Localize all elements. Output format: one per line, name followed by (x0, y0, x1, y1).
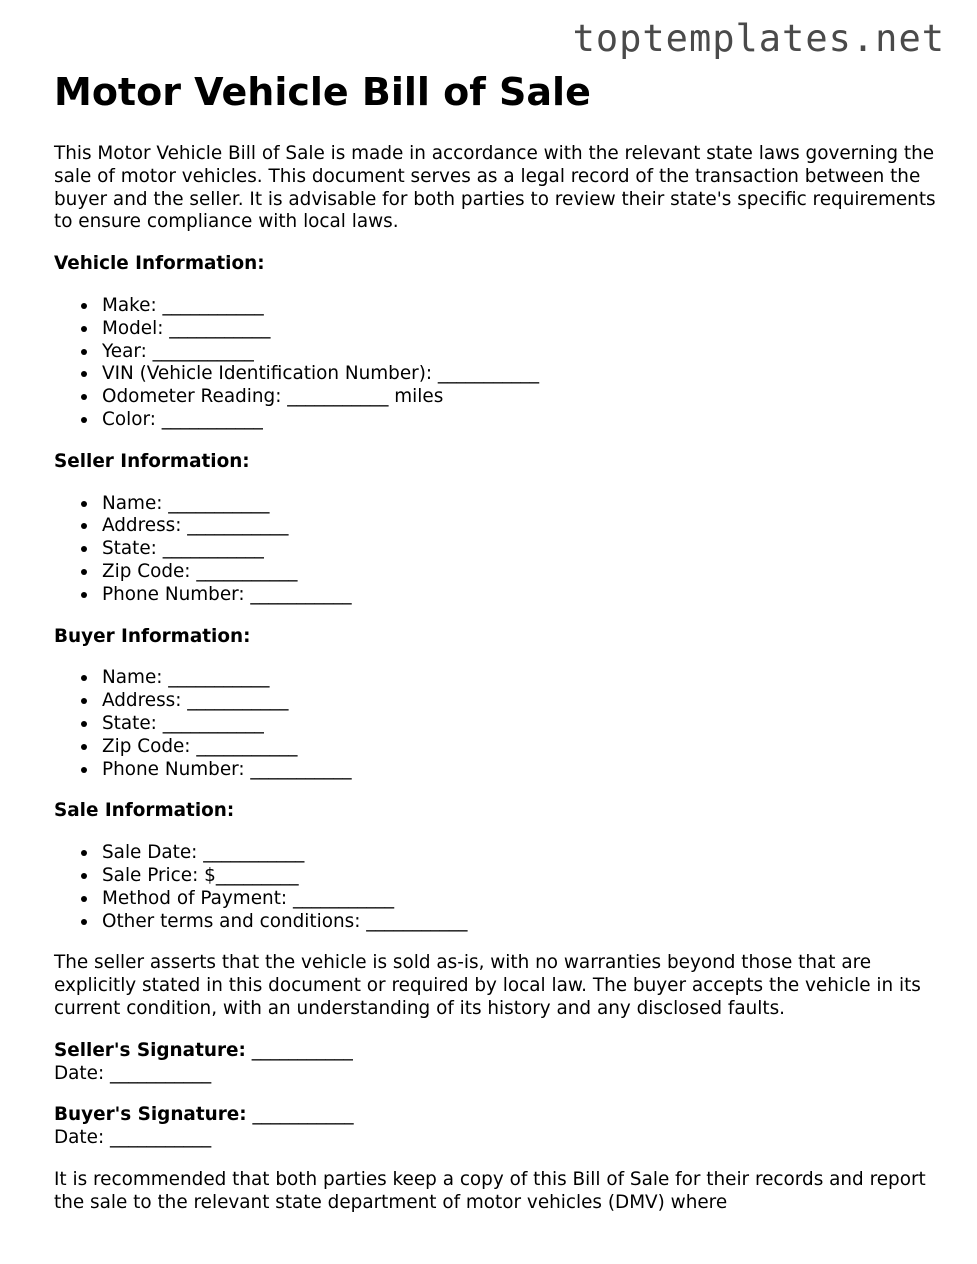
list-item: Make: ___________ (102, 295, 944, 318)
seller-signature-label: Seller's Signature: (54, 1039, 246, 1061)
list-item: Name: ___________ (102, 667, 944, 690)
list-item: Address: ___________ (102, 690, 944, 713)
list-item: Method of Payment: ___________ (102, 888, 944, 911)
seller-date-line: Date: ___________ (54, 1062, 212, 1084)
list-item: Other terms and conditions: ___________ (102, 911, 944, 934)
seller-info-list (54, 493, 944, 607)
list-item: Color: ___________ (102, 409, 944, 432)
list-item: Model: ___________ (102, 318, 944, 341)
buyer-signature-block (54, 1104, 944, 1150)
document-title: Motor Vehicle Bill of Sale (54, 70, 591, 114)
list-item: Year: ___________ (102, 341, 944, 364)
seller-info-heading: Seller Information: (54, 450, 250, 472)
list-item: Phone Number: ___________ (102, 759, 944, 782)
buyer-date-line: Date: ___________ (54, 1127, 212, 1149)
list-item: Sale Price: $_________ (102, 865, 944, 888)
list-item: VIN (Vehicle Identification Number): ___________ (102, 363, 944, 386)
list-item: Sale Date: ___________ (102, 842, 944, 865)
list-item: Odometer Reading: ___________ miles (102, 386, 944, 409)
vehicle-info-heading: Vehicle Information: (54, 253, 265, 275)
watermark: toptemplates.net (572, 17, 945, 60)
list-item: Zip Code: ___________ (102, 561, 944, 584)
intro-paragraph: This Motor Vehicle Bill of Sale is made in accordance with the relevant state laws governing the sale of motor vehicles. This document serves as a legal record of the transaction between the buyer and the seller. It is advisable for both parties to review their state's specific requirements to ensure compliance with local laws. (54, 143, 936, 233)
document-page (54, 68, 944, 1214)
buyer-signature-label: Buyer's Signature: (54, 1104, 247, 1126)
list-item: Phone Number: ___________ (102, 584, 944, 607)
buyer-signature-line: ___________ (246, 1104, 354, 1126)
list-item: Name: ___________ (102, 493, 944, 516)
as-is-assertion: The seller asserts that the vehicle is sold as-is, with no warranties beyond those that are explicitly stated in this document or required by local law. The buyer accepts the vehicle in its current condition, with an understanding of its history and any disclosed faults. (54, 952, 921, 1019)
seller-signature-line: ___________ (245, 1039, 353, 1061)
vehicle-info-list (54, 295, 944, 432)
buyer-info-heading: Buyer Information: (54, 625, 251, 647)
list-item: Zip Code: ___________ (102, 736, 944, 759)
list-item: Address: ___________ (102, 515, 944, 538)
sale-info-heading: Sale Information: (54, 800, 235, 822)
list-item: State: ___________ (102, 713, 944, 736)
closing-paragraph: It is recommended that both parties keep a copy of this Bill of Sale for their records and report the sale to the relevant state department of motor vehicles (DMV) where (54, 1168, 926, 1213)
list-item: State: ___________ (102, 538, 944, 561)
seller-signature-block (54, 1040, 944, 1086)
buyer-info-list (54, 667, 944, 781)
sale-info-list (54, 842, 944, 933)
